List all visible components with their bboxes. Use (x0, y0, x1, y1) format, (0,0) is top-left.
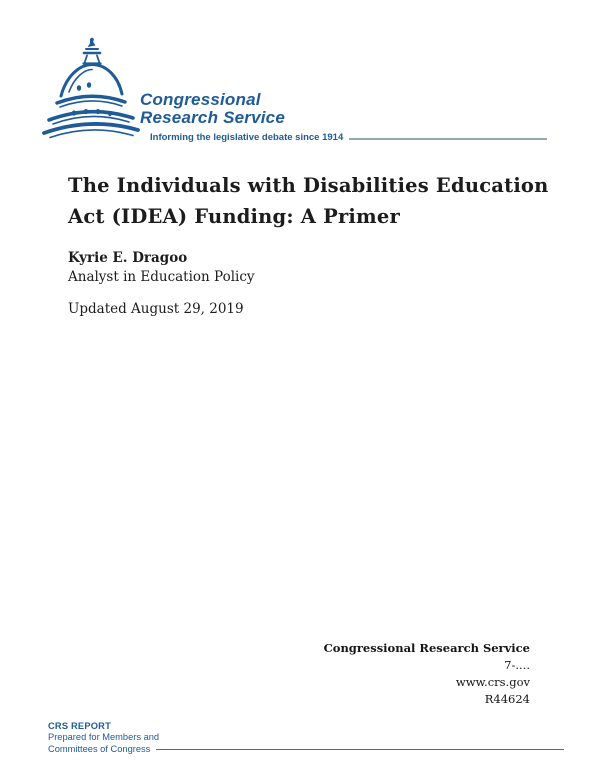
report-title-line2: Act (IDEA) Funding: A Primer (68, 205, 400, 228)
footer-prepared-line: Prepared for Members and (48, 732, 160, 743)
crs-logo-wordmark (140, 91, 285, 127)
logo-tagline: Informing the legislative debate since 1914 (150, 131, 344, 143)
footer-website: www.crs.gov (455, 675, 530, 689)
footer-report-number: R44624 (484, 692, 530, 706)
author-role: Analyst in Education Policy (68, 269, 255, 285)
footer-crs-report-label: CRS REPORT (48, 721, 111, 731)
report-info-block (324, 640, 530, 708)
crs-report-footer (48, 721, 564, 755)
footer-org-name: Congressional Research Service (323, 641, 530, 655)
updated-date: Updated August 29, 2019 (68, 301, 244, 317)
tagline-divider-line (349, 138, 547, 140)
author-name: Kyrie E. Dragoo (68, 250, 188, 266)
footer-committees-row (48, 744, 564, 755)
logo-org-line1: Congressional (140, 90, 261, 109)
author-block (68, 249, 255, 287)
capitol-dome-icon (42, 36, 140, 140)
logo-tagline-row (150, 130, 547, 144)
footer-divider-line (156, 749, 564, 750)
report-title-line1: The Individuals with Disabilities Education (68, 174, 549, 197)
report-title (68, 170, 549, 232)
logo-org-line2: Research Service (140, 108, 285, 127)
footer-phone: 7-.... (504, 658, 530, 672)
footer-committees-line: Committees of Congress (48, 743, 151, 754)
